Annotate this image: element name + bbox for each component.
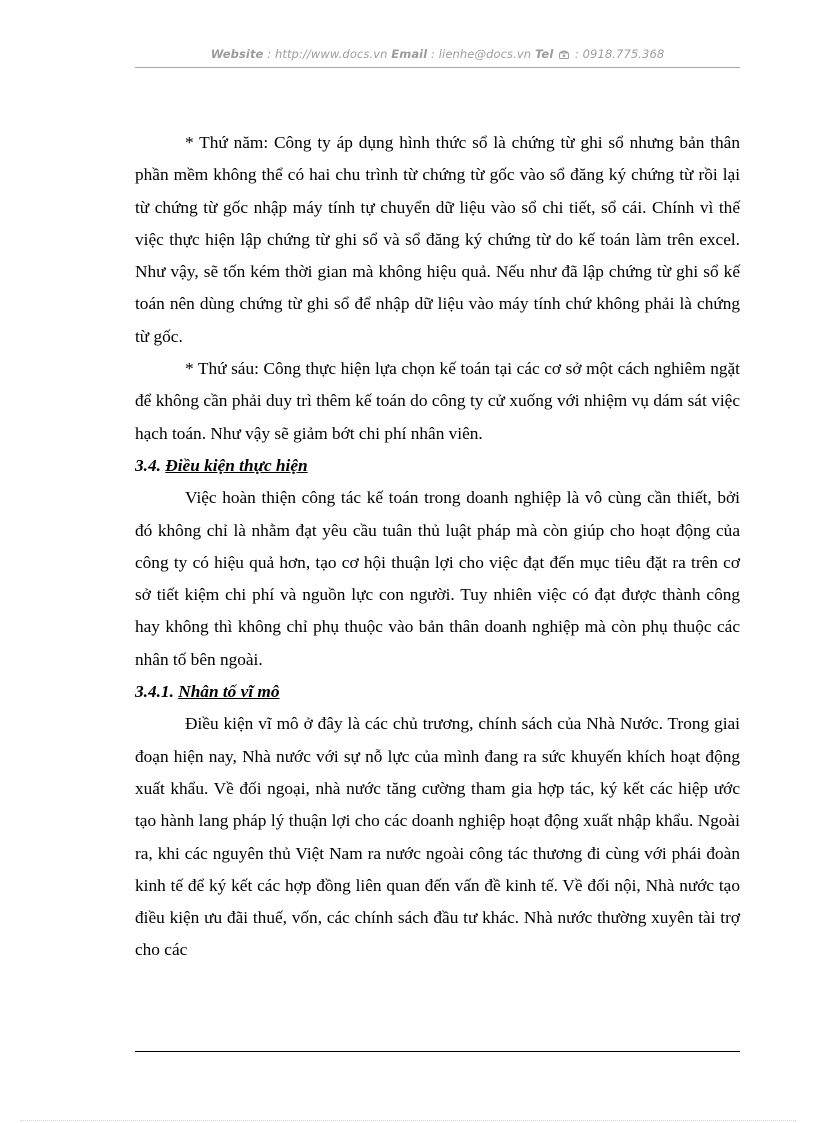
paragraph-thu-nam: * Thứ năm: Công ty áp dụng hình thức sổ là chứng từ ghi sổ nhưng bản thân phần mềm không thể có hai chu trình từ chứng từ gốc vào sổ đăng ký chứng từ rồi lại từ chứng từ gốc nhập máy tính tự chuyển dữ liệu vào sổ chi tiết, sổ cái. Chính vì thế việc thực hiện lập chứng từ ghi sổ và sổ đăng ký chứng từ do kế toán làm trên excel. Như vậy, sẽ tốn kém thời gian mà không hiệu quả. Nếu như đã lập chứng từ ghi sổ kế toán nên dùng chứng từ ghi sổ để nhập dữ liệu vào máy tính chứ không phải là chứng từ gốc. (135, 133, 740, 346)
website-url[interactable]: : http://www.docs.vn (267, 47, 388, 61)
section-heading-3-4 (135, 450, 740, 482)
tel-number: : 0918.775.368 (574, 47, 665, 61)
email-label: Email (391, 47, 428, 61)
page-header (135, 47, 740, 61)
website-label: Website (210, 47, 264, 61)
email-address[interactable]: : lienhe@docs.vn (431, 47, 532, 61)
section-title: Nhân tố vĩ mô (178, 682, 280, 702)
section-number: 3.4.1. (135, 682, 174, 702)
paragraph-dieu-kien: Việc hoàn thiện công tác kế toán trong doanh nghiệp là vô cùng cần thiết, bởi đó không chỉ là nhằm đạt yêu cầu tuân thủ luật pháp mà còn giúp cho hoạt động của công ty có hiệu quả hơn, tạo cơ hội thuận lợi cho việc đạt đến mục tiêu đặt ra trên cơ sở tiết kiệm chi phí và nguồn lực con người. Tuy nhiên việc có đạt được thành công hay không thì không chỉ phụ thuộc vào bản thân doanh nghiệp mà còn phụ thuộc các nhân tố bên ngoài. (135, 488, 740, 669)
paragraph-vi-mo: Điều kiện vĩ mô ở đây là các chủ trương, chính sách của Nhà Nước. Trong giai đoạn hiện nay, Nhà nước với sự nỗ lực của mình đang ra sức khuyến khích hoạt động xuất khẩu. Về đối ngoại, nhà nước tăng cường tham gia hợp tác, ký kết các hiệp ước tạo hành lang pháp lý thuận lợi cho các doanh nghiệp hoạt động xuất nhập khẩu. Ngoài ra, khi các nguyên thủ Việt Nam ra nước ngoài công tác thương đi cùng với phái đoàn kinh tế để ký kết các hợp đồng liên quan đến vấn đề kinh tế. Về đối nội, Nhà nước tạo điều kiện ưu đãi thuế, vốn, các chính sách đầu tư khác. Nhà nước thường xuyên tài trợ cho các (135, 714, 740, 960)
document-body (135, 127, 740, 967)
tel-label: Tel (534, 47, 554, 61)
section-number: 3.4. (135, 455, 161, 475)
page-bottom-border (20, 1120, 796, 1121)
header-divider (135, 67, 740, 68)
footer-divider (135, 1051, 740, 1052)
section-title: Điều kiện thực hiện (165, 455, 308, 475)
paragraph-thu-sau: * Thứ sáu: Công thực hiện lựa chọn kế toán tại các cơ sở một cách nghiêm ngặt để không cần phải duy trì thêm kế toán do công ty cử xuống với nhiệm vụ dám sát việc hạch toán. Như vậy sẽ giảm bớt chi phí nhân viên. (135, 359, 740, 443)
telephone-icon (559, 48, 569, 57)
section-heading-3-4-1 (135, 676, 740, 708)
